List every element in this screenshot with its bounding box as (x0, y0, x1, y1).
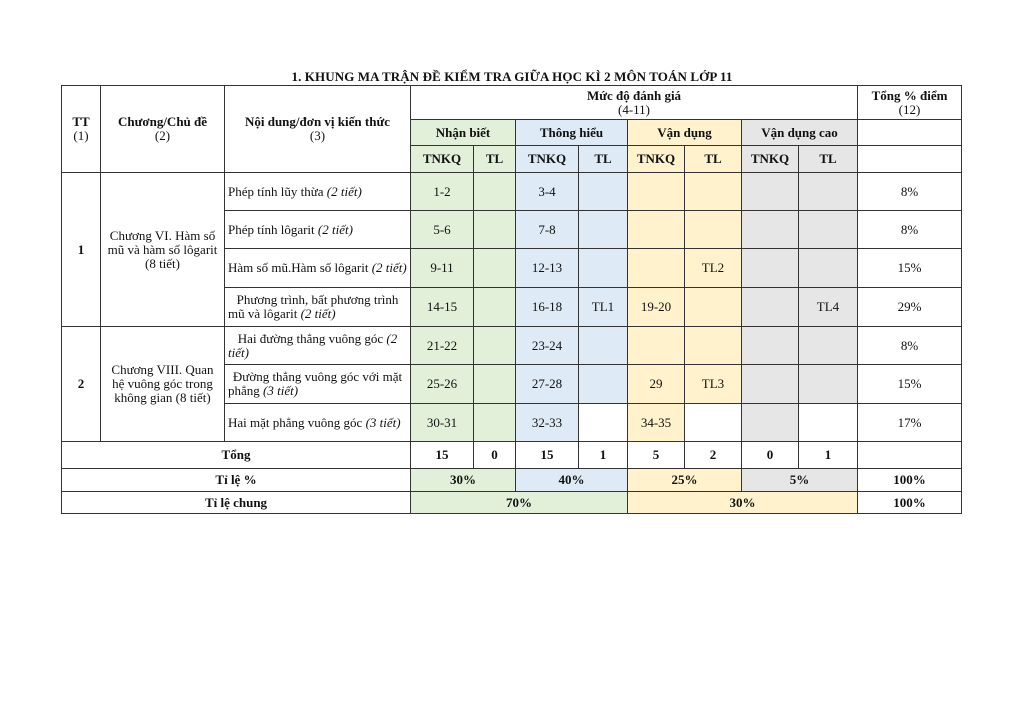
assessment-matrix-table (61, 85, 962, 514)
table-row (62, 173, 962, 211)
topic-text: Hai đường thẳng vuông góc (237, 330, 387, 346)
summary-row-chung (62, 492, 962, 514)
cell-vdc-tnkq (742, 288, 799, 327)
cell-nb-tnkq: 5-6 (411, 211, 474, 249)
header-level-label: Mức độ đánh giá (586, 88, 682, 103)
cell-vdc-tl (799, 211, 858, 249)
cell-nb-tl (474, 288, 516, 327)
cell-vd-tl: TL3 (685, 365, 742, 404)
cell-nb-tnkq: 30-31 (411, 404, 474, 442)
cell-nb-tl (474, 404, 516, 442)
cell-vd-tl: TL2 (685, 249, 742, 288)
cell-vd-tnkq: 29 (628, 365, 685, 404)
sub-header: TL (579, 146, 628, 173)
header-content-label: Nội dung/đơn vị kiến thức (244, 114, 391, 129)
topic-cell (225, 288, 411, 327)
cell-vdc-tl (799, 173, 858, 211)
cell-nb-tl (474, 211, 516, 249)
topic-hours: (2 tiết) (317, 221, 353, 237)
cell-vdc-tl (799, 365, 858, 404)
header-tt (62, 86, 101, 173)
cell-vd-tl (685, 404, 742, 442)
chung-total: 100% (858, 492, 962, 514)
cell-vd-tl (685, 288, 742, 327)
tong-cell: 0 (742, 442, 799, 469)
cell-vdc-tl: TL4 (799, 288, 858, 327)
cell-th-tnkq: 7-8 (516, 211, 579, 249)
cell-th-tl (579, 365, 628, 404)
cell-nb-tl (474, 365, 516, 404)
cell-total: 29% (858, 288, 962, 327)
tile-van-dung: 25% (628, 469, 742, 492)
cell-vd-tl (685, 173, 742, 211)
cell-vd-tnkq: 34-35 (628, 404, 685, 442)
sub-header: TL (685, 146, 742, 173)
header-empty-cell (858, 120, 962, 146)
level-van-dung: Vận dụng (628, 120, 742, 146)
topic-hours: (2 tiết) (300, 306, 336, 321)
tile-nhan-biet: 30% (411, 469, 516, 492)
cell-vdc-tnkq (742, 327, 799, 365)
cell-vd-tl (685, 211, 742, 249)
cell-total: 8% (858, 327, 962, 365)
chung-nhan-biet-thong-hieu: 70% (411, 492, 628, 514)
chung-label: Tỉ lệ chung (62, 492, 411, 514)
page-title: 1. KHUNG MA TRẬN ĐỀ KIỂM TRA GIỮA HỌC KÌ 2 MÔN TOÁN LỚP 11 (291, 69, 733, 84)
cell-th-tl (579, 211, 628, 249)
summary-row-tong (62, 442, 962, 469)
cell-vdc-tnkq (742, 249, 799, 288)
cell-th-tnkq: 27-28 (516, 365, 579, 404)
header-row-1 (62, 86, 962, 120)
topic-text: Phương trình, bất phương trình mũ và lôgarit (228, 292, 399, 321)
topic-cell (225, 173, 411, 211)
cell-vdc-tl (799, 327, 858, 365)
tong-cell: 2 (685, 442, 742, 469)
cell-vdc-tl (799, 404, 858, 442)
cell-th-tnkq: 23-24 (516, 327, 579, 365)
cell-total: 8% (858, 173, 962, 211)
sub-header: TL (799, 146, 858, 173)
topic-hours: (2 tiết) (326, 183, 362, 199)
cell-nb-tl (474, 249, 516, 288)
cell-nb-tnkq: 1-2 (411, 173, 474, 211)
topic-text: Phép tính lôgarit (228, 221, 318, 237)
cell-vd-tnkq (628, 249, 685, 288)
topic-cell (225, 327, 411, 365)
table-row (62, 327, 962, 365)
topic-cell (225, 249, 411, 288)
sub-header: TNKQ (628, 146, 685, 173)
cell-nb-tl (474, 327, 516, 365)
chung-van-dung: 30% (628, 492, 858, 514)
tong-cell: 1 (799, 442, 858, 469)
topic-text: Hai mặt phẳng vuông góc (228, 414, 366, 430)
header-chapter (101, 86, 225, 173)
cell-th-tnkq: 12-13 (516, 249, 579, 288)
cell-th-tl (579, 327, 628, 365)
cell-vd-tnkq (628, 211, 685, 249)
tile-thong-hieu: 40% (516, 469, 628, 492)
cell-vdc-tnkq (742, 211, 799, 249)
tong-total-empty (858, 442, 962, 469)
cell-nb-tl (474, 173, 516, 211)
cell-total: 15% (858, 249, 962, 288)
cell-vdc-tl (799, 249, 858, 288)
chapter-cell: Chương VI. Hàm số mũ và hàm số lôgarit (8 tiết) (101, 173, 225, 327)
sub-header: TNKQ (742, 146, 799, 173)
cell-th-tl: TL1 (579, 288, 628, 327)
chapter-cell: Chương VIII. Quan hệ vuông góc trong không gian (8 tiết) (101, 327, 225, 442)
topic-text: Đường thẳng vuông góc với mặt phẳng (228, 369, 403, 398)
sub-header: TL (474, 146, 516, 173)
level-nhan-biet: Nhận biết (411, 120, 516, 146)
cell-th-tl (579, 173, 628, 211)
topic-cell (225, 404, 411, 442)
group-tt: 1 (62, 173, 101, 327)
cell-th-tl (579, 404, 628, 442)
tile-total: 100% (858, 469, 962, 492)
header-total-num: (12) (898, 102, 921, 117)
cell-nb-tnkq: 14-15 (411, 288, 474, 327)
topic-hours: (3 tiết) (365, 414, 401, 430)
tong-cell: 15 (516, 442, 579, 469)
cell-nb-tnkq: 21-22 (411, 327, 474, 365)
cell-total: 8% (858, 211, 962, 249)
tong-cell: 15 (411, 442, 474, 469)
cell-th-tl (579, 249, 628, 288)
tile-van-dung-cao: 5% (742, 469, 858, 492)
cell-vdc-tnkq (742, 365, 799, 404)
summary-row-tile (62, 469, 962, 492)
topic-hours: (3 tiết) (263, 383, 299, 398)
cell-vd-tnkq (628, 327, 685, 365)
group-tt: 2 (62, 327, 101, 442)
sub-header: TNKQ (411, 146, 474, 173)
cell-total: 15% (858, 365, 962, 404)
tile-label: Tỉ lệ % (62, 469, 411, 492)
tong-label: Tổng (62, 442, 411, 469)
header-tt-num: (1) (73, 128, 89, 143)
level-thong-hieu: Thông hiểu (516, 120, 628, 146)
cell-th-tnkq: 3-4 (516, 173, 579, 211)
header-content (225, 86, 411, 173)
header-level (411, 86, 858, 120)
header-chapter-num: (2) (154, 128, 171, 143)
cell-nb-tnkq: 25-26 (411, 365, 474, 404)
cell-total: 17% (858, 404, 962, 442)
cell-th-tnkq: 32-33 (516, 404, 579, 442)
header-total (858, 86, 962, 120)
cell-vd-tnkq: 19-20 (628, 288, 685, 327)
cell-vd-tnkq (628, 173, 685, 211)
cell-th-tnkq: 16-18 (516, 288, 579, 327)
topic-cell (225, 365, 411, 404)
tong-cell: 1 (579, 442, 628, 469)
header-total-label: Tổng % điểm (871, 88, 948, 103)
header-level-num: (4-11) (617, 102, 650, 117)
cell-vd-tl (685, 327, 742, 365)
header-tt-label: TT (72, 114, 90, 129)
topic-text: Phép tính lũy thừa (228, 183, 327, 199)
topic-hours: (2 tiết) (371, 260, 407, 275)
header-chapter-label: Chương/Chủ đề (117, 114, 208, 129)
header-content-num: (3) (309, 128, 326, 143)
topic-hours: (2 tiết) (228, 330, 398, 360)
cell-vdc-tnkq (742, 404, 799, 442)
tong-cell: 0 (474, 442, 516, 469)
level-van-dung-cao: Vận dụng cao (742, 120, 858, 146)
topic-cell (225, 211, 411, 249)
topic-text: Hàm số mũ.Hàm số lôgarit (228, 260, 372, 275)
tong-cell: 5 (628, 442, 685, 469)
cell-nb-tnkq: 9-11 (411, 249, 474, 288)
header-empty-cell (858, 146, 962, 173)
sub-header: TNKQ (516, 146, 579, 173)
cell-vdc-tnkq (742, 173, 799, 211)
